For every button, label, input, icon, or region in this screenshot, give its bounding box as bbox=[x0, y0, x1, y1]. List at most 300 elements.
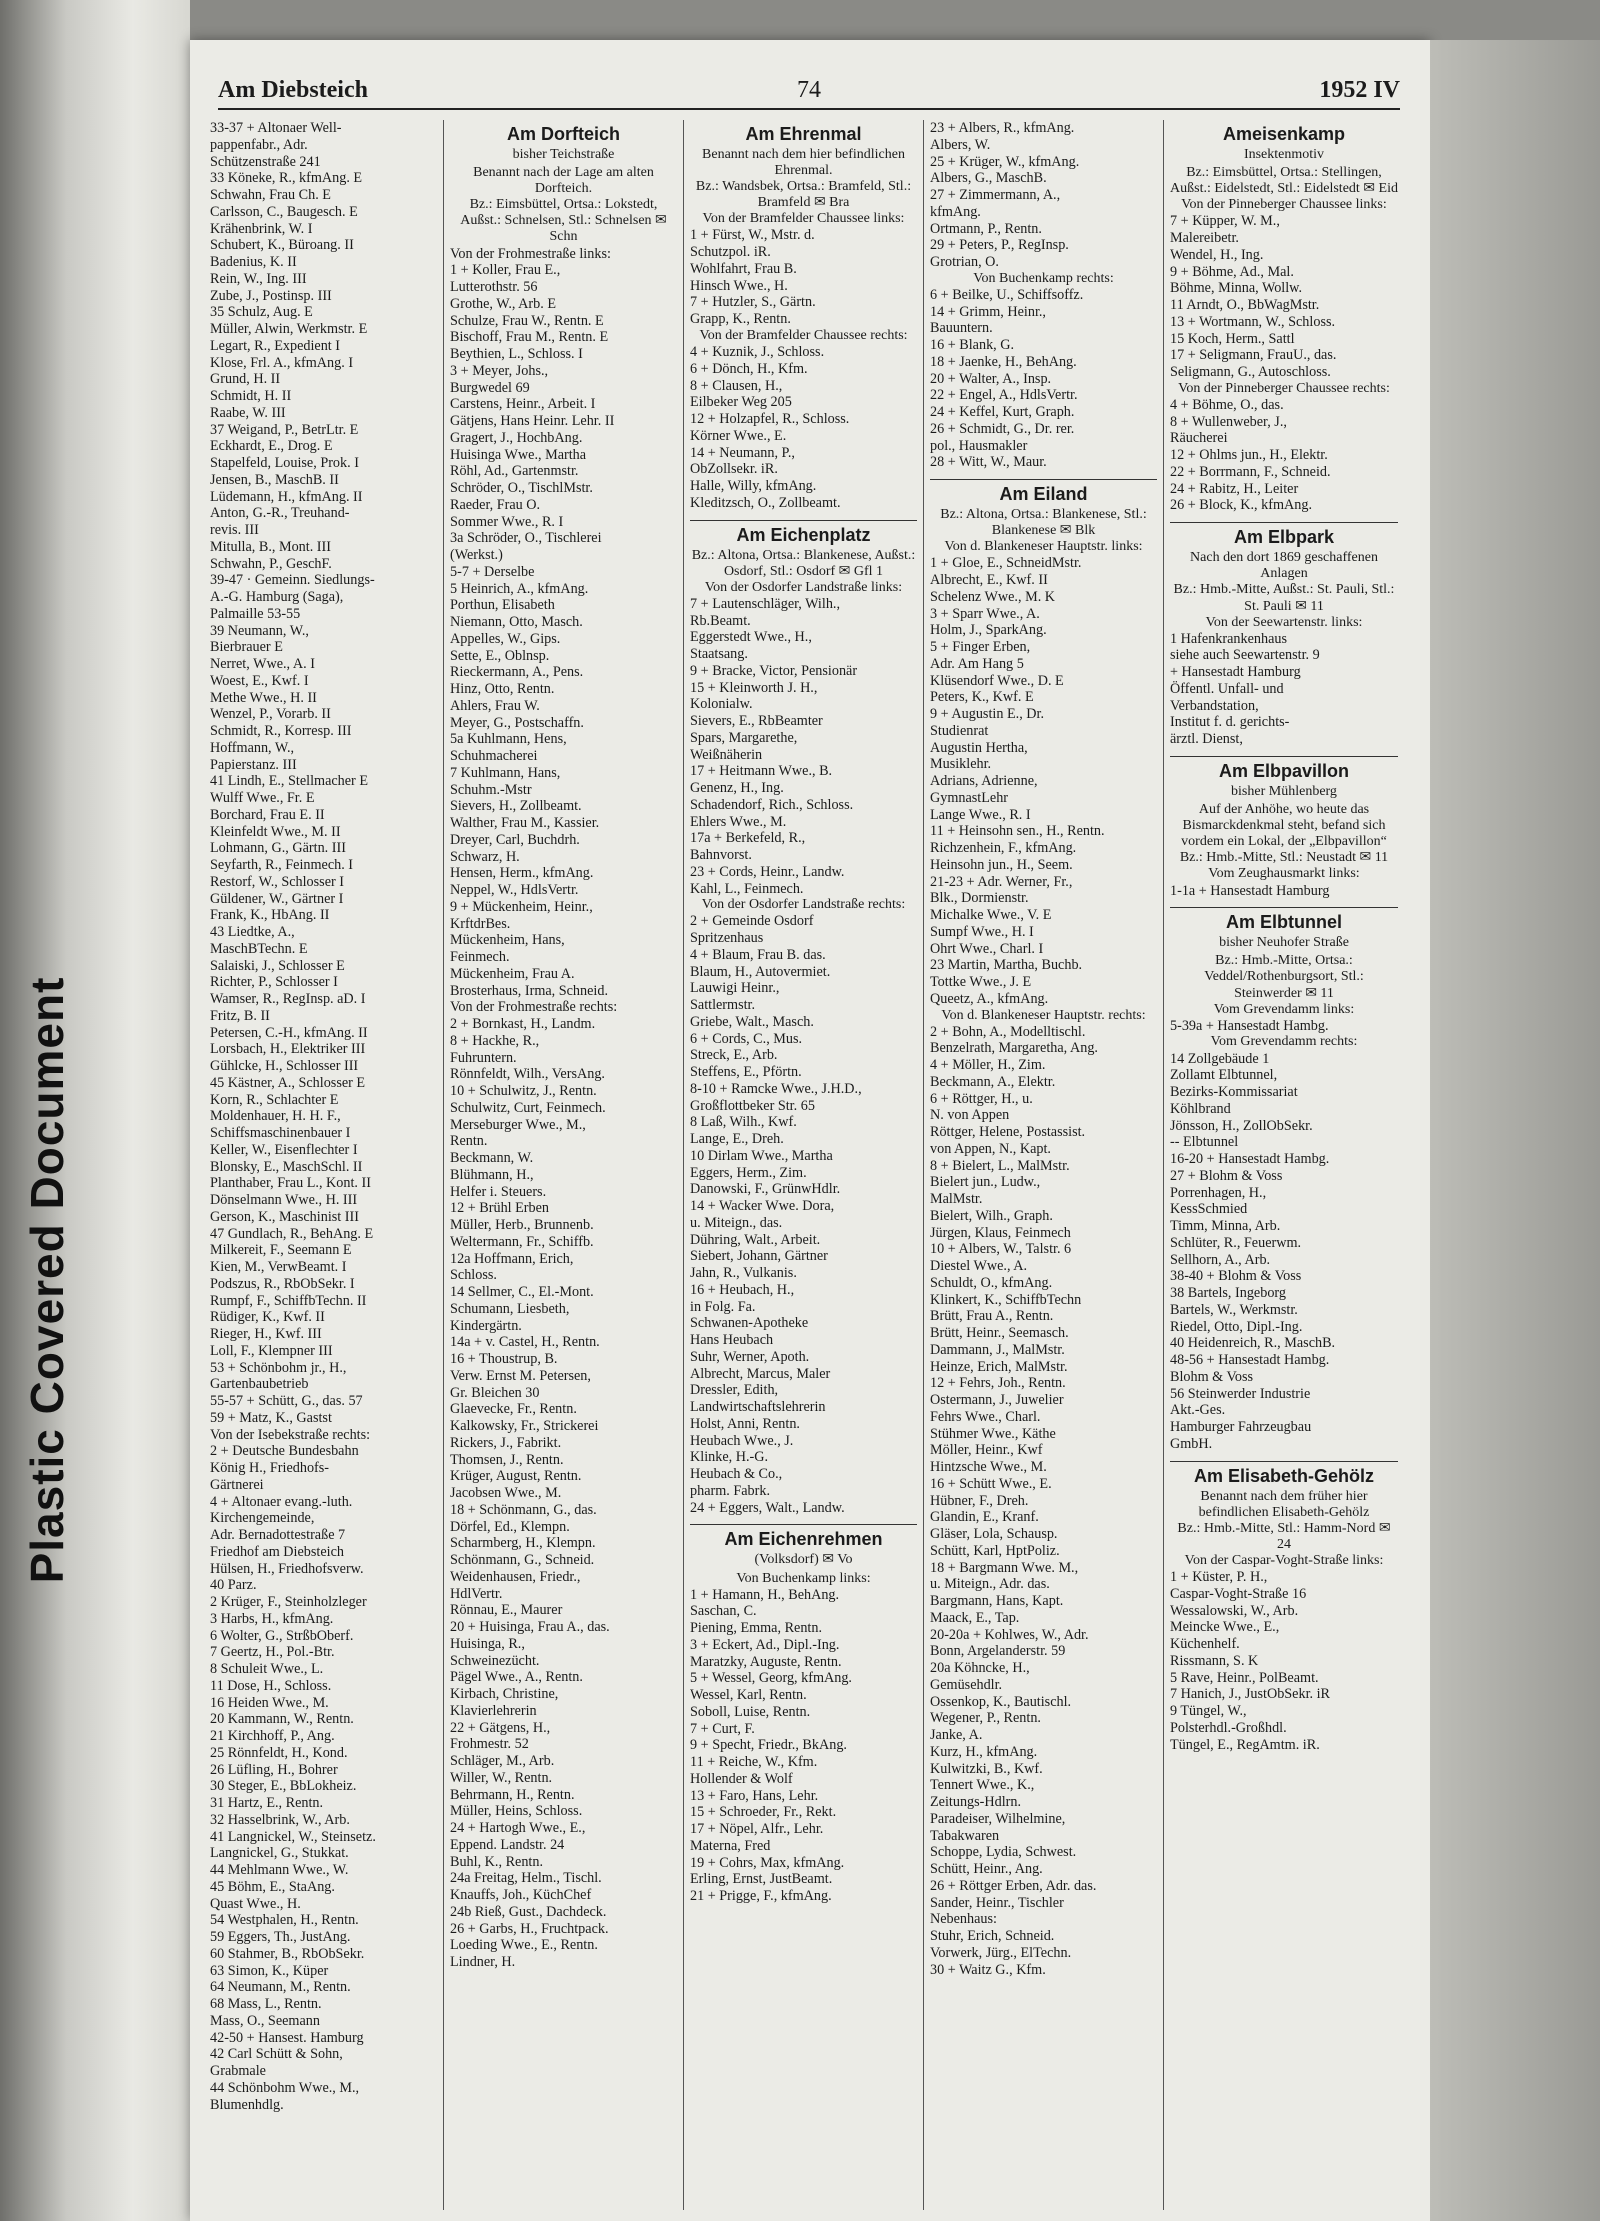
directory-entry: 5 + Wessel, Georg, kfmAng. bbox=[690, 1670, 852, 1687]
directory-entry: Tabakwaren bbox=[930, 1827, 1000, 1844]
directory-entry: Paradeiser, Wilhelmine, bbox=[930, 1810, 1066, 1827]
directory-entry: Stapelfeld, Louise, Prok. I bbox=[210, 455, 359, 471]
directory-entry: Stühmer Wwe., Käthe bbox=[930, 1425, 1056, 1442]
directory-entry: Albers, G., MaschB. bbox=[930, 170, 1047, 187]
directory-entry: 11 Arndt, O., BbWagMstr. bbox=[1170, 297, 1320, 314]
directory-entry: Lauwigi Heinr., bbox=[690, 980, 780, 997]
directory-entry: Loll, F., Klempner III bbox=[210, 1342, 333, 1359]
directory-entry: 40 Parz. bbox=[210, 1577, 257, 1594]
directory-entry: 17a + Berkefeld, R., bbox=[690, 830, 806, 847]
directory-entry: 6 Wolter, G., StrßbOberf. bbox=[210, 1627, 354, 1644]
directory-entry: Rickers, J., Fabrikt. bbox=[450, 1434, 562, 1451]
directory-entry: Neppel, W., HdlsVertr. bbox=[450, 882, 579, 899]
directory-entry: 40 Heidenreich, R., MaschB. bbox=[1170, 1335, 1336, 1352]
directory-entry: 53 + Schönbohm jr., H., bbox=[210, 1359, 347, 1376]
directory-entry: 14 + Wacker Wwe. Dora, bbox=[690, 1198, 835, 1215]
directory-entry: 42-50 + Hansest. Hamburg bbox=[210, 2029, 364, 2046]
directory-entry: Ohrt Wwe., Charl. I bbox=[930, 940, 1044, 957]
directory-entry: 63 Simon, K., Küper bbox=[210, 1962, 329, 1979]
directory-entry: 23 + Albers, R., kfmAng. bbox=[930, 120, 1075, 136]
directory-entry: Mitulla, B., Mont. III bbox=[210, 538, 331, 555]
directory-entry: 7 Kuhlmann, Hans, bbox=[450, 764, 561, 781]
directory-entry: Soboll, Luise, Rentn. bbox=[690, 1703, 811, 1720]
directory-entry: Dörfel, Ed., Klempn. bbox=[450, 1518, 570, 1535]
directory-entry: Hintzsche Wwe., M. bbox=[930, 1459, 1047, 1476]
directory-entry: 39 Neumann, W., bbox=[210, 622, 309, 639]
street-heading: Am Elbpavillon bbox=[1170, 756, 1398, 782]
directory-entry: Kirchengemeinde, bbox=[210, 1510, 315, 1527]
directory-entry: Danowski, F., GrünwHdlr. bbox=[690, 1181, 841, 1198]
directory-entry: Beckmann, A., Elektr. bbox=[930, 1073, 1056, 1090]
directory-entry: Salaiski, J., Schlosser E bbox=[210, 957, 345, 974]
directory-entry: Glaevecke, Fr., Rentn. bbox=[450, 1401, 577, 1418]
directory-entry: Schulze, Frau W., Rentn. E bbox=[450, 312, 604, 329]
directory-entry: Maack, E., Tap. bbox=[930, 1609, 1020, 1626]
directory-entry: Ehlers Wwe., M. bbox=[690, 813, 787, 830]
directory-entry: 13 + Wortmann, W., Schloss. bbox=[1170, 313, 1336, 330]
directory-entry: 38 Bartels, Ingeborg bbox=[1170, 1285, 1286, 1302]
directory-entry: 7 Geertz, H., Pol.-Btr. bbox=[210, 1644, 335, 1661]
directory-entry: Lange Wwe., R. I bbox=[930, 806, 1031, 823]
directory-entry: GymnastLehr bbox=[930, 789, 1009, 806]
directory-entry: 2 + Deutsche Bundesbahn bbox=[210, 1443, 359, 1460]
directory-entry: König H., Friedhofs- bbox=[210, 1460, 330, 1476]
directory-entry: pappenfabr., Adr. bbox=[210, 136, 308, 153]
directory-entry: 16 Heiden Wwe., M. bbox=[210, 1694, 329, 1711]
directory-entry: Wamser, R., RegInsp. aD. I bbox=[210, 991, 366, 1007]
directory-entry: kfmAng. bbox=[930, 203, 981, 220]
directory-entry: Wessalowski, W., Arb. bbox=[1170, 1602, 1299, 1619]
directory-entry: 9 + Mückenheim, Heinr., bbox=[450, 898, 593, 915]
directory-entry: 16 + Thoustrup, B. bbox=[450, 1351, 558, 1368]
street-note: Benannt nach dem früher hier befindlichen Elisabeth-Gehölz bbox=[1198, 1488, 1370, 1520]
directory-entry: 8 + Hackhe, R., bbox=[450, 1032, 540, 1049]
directory-entry: 45 Kästner, A., Schlosser E bbox=[210, 1074, 366, 1091]
directory-entry: 64 Neumann, M., Rentn. bbox=[210, 1979, 351, 1996]
directory-entry: A.-G. Hamburg (Saga), bbox=[210, 589, 344, 605]
directory-entry: Merseburger Wwe., M., bbox=[450, 1116, 586, 1133]
directory-entry: Adr. Bernadottestraße 7 bbox=[210, 1527, 346, 1543]
street-note: Bz.: Altona, Ortsa.: Blankenese, Stl.: Blankenese ✉ Blk bbox=[940, 507, 1147, 539]
directory-entry: 26 + Garbs, H., Fruchtpack. bbox=[450, 1920, 609, 1937]
street-note: Vom Zeughausmarkt links: bbox=[1208, 866, 1360, 882]
directory-entry: Rieger, H., Kwf. III bbox=[210, 1326, 322, 1342]
directory-entry: 1 + Fürst, W., Mstr. d. bbox=[690, 227, 815, 244]
directory-entry: 32 Hasselbrink, W., Arb. bbox=[210, 1811, 350, 1828]
directory-entry: Augustin Hertha, bbox=[930, 739, 1028, 756]
directory-entry: Schadendorf, Rich., Schloss. bbox=[690, 796, 854, 813]
directory-entry: 3 Harbs, H., kfmAng. bbox=[210, 1610, 334, 1627]
directory-entry: Bezirks-Kommissariat bbox=[1170, 1084, 1298, 1101]
directory-entry: Schwahn, P., GeschF. bbox=[210, 555, 332, 572]
directory-entry: 8 + Bielert, L., MalMstr. bbox=[930, 1157, 1070, 1174]
directory-entry: + Hansestadt Hamburg bbox=[1170, 664, 1301, 681]
directory-entry: Sellhorn, A., Arb. bbox=[1170, 1251, 1271, 1268]
directory-entry: 24 + Hartogh Wwe., E., bbox=[450, 1820, 586, 1837]
directory-entry: Fuhruntern. bbox=[450, 1049, 517, 1066]
street-note: Von d. Blankeneser Hauptstr. rechts: bbox=[941, 1007, 1146, 1023]
directory-entry: 9 + Augustin E., Dr. bbox=[930, 706, 1045, 723]
directory-entry: ärztl. Dienst, bbox=[1170, 731, 1243, 748]
directory-entry: Schumann, Liesbeth, bbox=[450, 1300, 570, 1317]
directory-entry: Wegener, P., Rentn. bbox=[930, 1710, 1041, 1727]
directory-entry: Piening, Emma, Rentn. bbox=[690, 1620, 823, 1637]
directory-entry: Wulff Wwe., Fr. E bbox=[210, 790, 315, 806]
running-header bbox=[218, 72, 1400, 110]
directory-entry: 12 + Ohlms jun., H., Elektr. bbox=[1170, 447, 1328, 464]
directory-entry: 18 + Schönmann, G., das. bbox=[450, 1501, 597, 1518]
directory-entry: Malereibetr. bbox=[1170, 230, 1239, 247]
street-note: Benannt nach der Lage am alten Dorfteich. bbox=[473, 165, 654, 197]
directory-entry: Ahlers, Frau W. bbox=[450, 697, 540, 714]
directory-entry: 14a + v. Castel, H., Rentn. bbox=[450, 1334, 600, 1351]
street-note: Bz.: Wandsbek, Ortsa.: Bramfeld, Stl.: Bramfeld ✉ Bra bbox=[695, 179, 912, 211]
directory-entry: Helfer i. Steuers. bbox=[450, 1183, 547, 1200]
directory-entry: ObZollsekr. iR. bbox=[690, 461, 778, 478]
directory-entry: 21 + Prigge, F., kfmAng. bbox=[690, 1888, 832, 1905]
directory-entry: Großflottbeker Str. 65 bbox=[690, 1097, 815, 1114]
directory-entry: Genenz, H., Ing. bbox=[690, 780, 784, 797]
directory-entry: Albrecht, E., Kwf. II bbox=[930, 572, 1048, 589]
street-subtitle: Insektenmotiv bbox=[1243, 147, 1325, 162]
directory-entry: Friedhof am Diebsteich bbox=[210, 1543, 344, 1560]
directory-entry: Diestel Wwe., A. bbox=[930, 1258, 1028, 1275]
directory-entry: Lohmann, G., Gärtn. III bbox=[210, 840, 346, 857]
directory-entry: Weltermann, Fr., Schiffb. bbox=[450, 1233, 594, 1250]
directory-entry: in Folg. Fa. bbox=[690, 1298, 756, 1315]
directory-entry: Brütt, Frau A., Rentn. bbox=[930, 1308, 1054, 1325]
directory-entry: 15 + Schroeder, Fr., Rekt. bbox=[690, 1804, 837, 1821]
directory-entry: 5 + Finger Erben, bbox=[930, 639, 1031, 656]
directory-entry: Richzenhein, F., kfmAng. bbox=[930, 840, 1077, 857]
directory-entry: Frank, K., HbAng. II bbox=[210, 907, 330, 924]
directory-entry: Lindner, H. bbox=[450, 1954, 516, 1971]
directory-entry: pharm. Fabrk. bbox=[690, 1482, 770, 1499]
directory-entry: 60 Stahmer, B., RbObSekr. bbox=[210, 1945, 365, 1962]
directory-entry: 1 + Küster, P. H., bbox=[1170, 1569, 1268, 1586]
directory-entry: Knauffs, Joh., KüchChef bbox=[450, 1887, 592, 1904]
directory-entry: Holst, Anni, Rentn. bbox=[690, 1415, 800, 1432]
directory-entry: 59 Eggers, Th., JustAng. bbox=[210, 1929, 351, 1945]
directory-entry: 6 + Röttger, H., u. bbox=[930, 1090, 1033, 1107]
directory-column bbox=[444, 120, 684, 2210]
directory-entry: Nerret, Wwe., A. I bbox=[210, 656, 315, 672]
directory-entry: Kulwitzki, B., Kwf. bbox=[930, 1760, 1043, 1777]
directory-entry: Suhr, Werner, Apoth. bbox=[690, 1348, 810, 1365]
directory-entry: Holm, J., SparkAng. bbox=[930, 622, 1047, 639]
directory-entry: Blumenhdlg. bbox=[210, 2096, 284, 2113]
directory-entry: Lüdemann, H., kfmAng. II bbox=[210, 488, 363, 505]
directory-entry: Mückenheim, Frau A. bbox=[450, 965, 575, 982]
directory-entry: Badenius, K. II bbox=[210, 254, 297, 270]
directory-entry: Röhl, Ad., Gartenmstr. bbox=[450, 463, 579, 480]
directory-entry: Staatsang. bbox=[690, 646, 748, 663]
street-subtitle: (Volksdorf) ✉ Vo bbox=[754, 1552, 853, 1568]
directory-entry: pol., Hausmakler bbox=[930, 437, 1028, 454]
directory-entry: 14 Zollgebäude 1 bbox=[1170, 1050, 1270, 1067]
directory-entry: Maratzky, Auguste, Rentn. bbox=[690, 1653, 842, 1670]
directory-entry: Fritz, B. II bbox=[210, 1007, 270, 1024]
directory-entry: Benzelrath, Margaretha, Ang. bbox=[930, 1040, 1098, 1057]
directory-entry: Klinkert, K., SchiffbTechn bbox=[930, 1291, 1082, 1308]
directory-entry: 33-37 + Altonaer Well- bbox=[210, 120, 342, 136]
directory-entry: (Werkst.) bbox=[450, 547, 503, 564]
directory-entry: Blonsky, E., MaschSchl. II bbox=[210, 1158, 363, 1175]
directory-entry: Hollender & Wolf bbox=[690, 1770, 793, 1787]
directory-entry: Lorsbach, H., Elektriker III bbox=[210, 1041, 366, 1058]
directory-entry: 2 + Gemeinde Osdorf bbox=[690, 913, 814, 930]
directory-entry: 26 + Schmidt, G., Dr. rer. bbox=[930, 420, 1075, 437]
street-note: Bz.: Hmb.-Mitte, Ortsa.: Veddel/Rothenburgsort, Stl.: Steinwerder ✉ 11 bbox=[1204, 953, 1364, 1001]
directory-entry: Timm, Minna, Arb. bbox=[1170, 1218, 1281, 1235]
directory-entry: Grotrian, O. bbox=[930, 254, 999, 270]
directory-entry: 5 Heinrich, A., kfmAng. bbox=[450, 580, 589, 597]
directory-entry: 5a Kuhlmann, Hens, bbox=[450, 731, 567, 748]
directory-entry: Müller, Herb., Brunnenb. bbox=[450, 1217, 594, 1234]
directory-entry: Riedel, Otto, Dipl.-Ing. bbox=[1170, 1318, 1303, 1335]
directory-entry: Eckhardt, E., Drog. E bbox=[210, 438, 333, 455]
directory-entry: Eppend. Landstr. 24 bbox=[450, 1836, 565, 1853]
directory-entry: 23 + Cords, Heinr., Landw. bbox=[690, 863, 845, 880]
directory-entry: Borchard, Frau E. II bbox=[210, 806, 325, 823]
directory-entry: 15 + Kleinworth J. H., bbox=[690, 679, 818, 696]
directory-entry: Schützenstraße 241 bbox=[210, 153, 321, 170]
directory-entry: Hans Heubach bbox=[690, 1332, 774, 1349]
directory-entry: Gläser, Lola, Schausp. bbox=[930, 1526, 1058, 1543]
directory-entry: Hübner, F., Dreh. bbox=[930, 1492, 1029, 1509]
directory-entry: 21 Kirchhoff, P., Ang. bbox=[210, 1728, 335, 1744]
directory-entry: Dühring, Walt., Arbeit. bbox=[690, 1231, 821, 1248]
directory-entry: 2 + Bornkast, H., Landm. bbox=[450, 1016, 596, 1033]
directory-entry: Bielert, Wilh., Graph. bbox=[930, 1207, 1053, 1224]
directory-entry: Tottke Wwe., J. E bbox=[930, 974, 1032, 991]
directory-entry: Köhlbrand bbox=[1170, 1100, 1231, 1117]
street-note: Von der Seewartenstr. links: bbox=[1205, 614, 1363, 630]
directory-entry: Körner Wwe., E. bbox=[690, 427, 787, 444]
directory-entry: 21-23 + Adr. Werner, Fr., bbox=[930, 873, 1073, 890]
directory-entry: 10 + Schulwitz, J., Rentn. bbox=[450, 1083, 597, 1100]
directory-entry: Sumpf Wwe., H. I bbox=[930, 923, 1034, 940]
directory-entry: 12 + Fehrs, Joh., Rentn. bbox=[930, 1375, 1066, 1392]
directory-entry: 17 + Heitmann Wwe., B. bbox=[690, 763, 833, 780]
directory-entry: Bargmann, Hans, Kapt. bbox=[930, 1593, 1064, 1610]
directory-entry: 3 + Eckert, Ad., Dipl.-Ing. bbox=[690, 1636, 840, 1653]
directory-entry: Janke, A. bbox=[930, 1727, 983, 1744]
directory-entry: Scharmberg, H., Klempn. bbox=[450, 1535, 596, 1552]
directory-entry: 22 + Borrmann, F., Schneid. bbox=[1170, 463, 1331, 480]
directory-entry: Landwirtschaftslehrerin bbox=[690, 1399, 826, 1416]
directory-entry: Güldener, W., Gärtner I bbox=[210, 890, 344, 907]
directory-entry: Schoppe, Lydia, Schwest. bbox=[930, 1844, 1077, 1861]
directory-entry: 8 Laß, Wilh., Kwf. bbox=[690, 1114, 797, 1131]
directory-entry: Ortmann, P., Rentn. bbox=[930, 220, 1042, 237]
directory-entry: 9 + Specht, Friedr., BkAng. bbox=[690, 1737, 847, 1754]
directory-entry: Mass, O., Seemann bbox=[210, 2012, 320, 2029]
directory-entry: 16 + Heubach, H., bbox=[690, 1281, 795, 1298]
directory-entry: 39-47 · Gemeinn. Siedlungs- bbox=[210, 572, 375, 589]
directory-entry: Schuldt, O., kfmAng. bbox=[930, 1274, 1053, 1291]
directory-entry: Petersen, C.-H., kfmAng. II bbox=[210, 1024, 368, 1041]
directory-entry: 38-40 + Blohm & Voss bbox=[1170, 1268, 1302, 1285]
street-heading: Ameisenkamp bbox=[1222, 124, 1346, 144]
directory-entry: Seyfarth, R., Feinmech. I bbox=[210, 857, 354, 873]
directory-entry: Sievers, E., RbBeamter bbox=[690, 713, 823, 730]
street-note: Bz.: Altona, Ortsa.: Blankenese, Außst.: Osdorf, Stl.: Osdorf ✉ Gfl 1 bbox=[691, 547, 916, 579]
directory-entry: MaschBTechn. E bbox=[210, 940, 308, 957]
directory-entry: 4 + Blaum, Frau B. das. bbox=[690, 946, 826, 963]
street-note: Bz.: Hmb.-Mitte, Stl.: Hamm-Nord ✉ 24 bbox=[1177, 1520, 1391, 1552]
directory-entry: 59 + Matz, K., Gastst bbox=[210, 1409, 332, 1426]
directory-entry: Peters, K., Kwf. E bbox=[930, 689, 1034, 706]
directory-entry: Carlsson, C., Baugesch. E bbox=[210, 203, 358, 220]
directory-entry: Saschan, C. bbox=[690, 1603, 757, 1620]
directory-entry: 26 + Röttger Erben, Adr. das. bbox=[930, 1877, 1097, 1894]
directory-entry: Adr. Am Hang 5 bbox=[930, 655, 1024, 672]
directory-entry: Jürgen, Klaus, Feinmech bbox=[930, 1224, 1071, 1241]
directory-entry: Glandin, E., Kranf. bbox=[930, 1509, 1039, 1526]
directory-entry: 4 + Kuznik, J., Schloss. bbox=[690, 344, 825, 361]
directory-entry: 23 Martin, Martha, Buchb. bbox=[930, 957, 1083, 974]
directory-entry: Grund, H. II bbox=[210, 371, 281, 388]
directory-entry: Steffens, E., Pförtn. bbox=[690, 1064, 802, 1081]
directory-entry: Mückenheim, Hans, bbox=[450, 932, 565, 949]
next-page-edge bbox=[1430, 40, 1600, 2221]
directory-entry: Richter, P., Schlosser I bbox=[210, 974, 338, 991]
directory-entry: Raabe, W. III bbox=[210, 404, 286, 421]
directory-entry: Legart, R., Expedient I bbox=[210, 337, 341, 354]
directory-entry: Eggers, Herm., Zim. bbox=[690, 1164, 807, 1181]
directory-entry: 45 Böhm, E., StaAng. bbox=[210, 1878, 335, 1895]
directory-columns bbox=[204, 120, 1404, 2210]
directory-entry: 1 Hafenkrankenhaus bbox=[1170, 630, 1287, 647]
directory-entry: Vorwerk, Jürg., ElTechn. bbox=[930, 1944, 1072, 1961]
directory-entry: Schuhm.-Mstr bbox=[450, 781, 532, 798]
directory-entry: 26 Lüfling, H., Bohrer bbox=[210, 1761, 338, 1778]
directory-entry: Öffentl. Unfall- und bbox=[1170, 680, 1284, 697]
directory-entry: revis. III bbox=[210, 522, 259, 538]
directory-column bbox=[924, 120, 1164, 2210]
directory-entry: Rein, W., Ing. III bbox=[210, 270, 307, 287]
directory-entry: Bartels, W., Werkmstr. bbox=[1170, 1301, 1298, 1318]
directory-column bbox=[1164, 120, 1404, 2210]
directory-entry: Heinze, Erich, MalMstr. bbox=[930, 1358, 1068, 1375]
directory-entry: 20 + Huisinga, Frau A., das. bbox=[450, 1619, 610, 1636]
directory-entry: Krüger, August, Rentn. bbox=[450, 1468, 582, 1485]
directory-entry: Michalke Wwe., V. E bbox=[930, 907, 1052, 924]
directory-entry: Quast Wwe., H. bbox=[210, 1895, 301, 1912]
directory-entry: 24 + Rabitz, H., Leiter bbox=[1170, 480, 1299, 497]
directory-entry: 14 + Grimm, Heinr., bbox=[930, 303, 1046, 320]
directory-entry: Materna, Fred bbox=[690, 1837, 771, 1854]
directory-entry: Behrmann, H., Rentn. bbox=[450, 1786, 575, 1803]
directory-entry: Lutterothstr. 56 bbox=[450, 279, 538, 296]
directory-entry: Akt.-Ges. bbox=[1170, 1402, 1226, 1419]
directory-entry: 56 Steinwerder Industrie bbox=[1170, 1385, 1311, 1402]
directory-entry: Von der Frohmestraße links: bbox=[450, 245, 611, 262]
street-heading: Am Ehrenmal bbox=[745, 124, 862, 144]
directory-entry: Grapp, K., Rentn. bbox=[690, 311, 791, 328]
directory-entry: 47 Gundlach, R., BehAng. E bbox=[210, 1225, 374, 1242]
directory-entry: Weidenhausen, Friedr., bbox=[450, 1568, 581, 1585]
directory-entry: Schweinezücht. bbox=[450, 1652, 540, 1669]
directory-entry: Jensen, B., MaschB. II bbox=[210, 471, 339, 488]
directory-entry: 3 + Sparr Wwe., A. bbox=[930, 605, 1040, 622]
directory-entry: 24a Freitag, Helm., Tischl. bbox=[450, 1870, 602, 1887]
directory-entry: Nebenhaus: bbox=[930, 1911, 997, 1928]
directory-entry: Klavierlehrerin bbox=[450, 1702, 537, 1719]
directory-entry: Dreyer, Carl, Buchdrh. bbox=[450, 831, 580, 848]
directory-entry: Albrecht, Marcus, Maler bbox=[690, 1365, 831, 1382]
directory-entry: Appelles, W., Gips. bbox=[450, 630, 561, 647]
directory-entry: 31 Hartz, E., Rentn. bbox=[210, 1795, 324, 1811]
directory-entry: 9 + Böhme, Ad., Mal. bbox=[1170, 263, 1294, 280]
directory-entry: Schwahn, Frau Ch. E bbox=[210, 187, 331, 203]
directory-entry: Porrenhagen, H., bbox=[1170, 1184, 1267, 1201]
directory-entry: Gärtnerei bbox=[210, 1476, 264, 1493]
directory-entry: 13 + Faro, Hans, Lehr. bbox=[690, 1787, 819, 1804]
directory-entry: 54 Westphalen, H., Rentn. bbox=[210, 1912, 359, 1929]
directory-entry: Schütt, Karl, HptPoliz. bbox=[930, 1542, 1060, 1559]
directory-entry: Röttger, Helene, Postassist. bbox=[930, 1124, 1086, 1141]
directory-entry: Hinsch Wwe., H. bbox=[690, 277, 788, 294]
directory-entry: Erling, Ernst, JustBeamt. bbox=[690, 1871, 833, 1888]
directory-entry: Pägel Wwe., A., Rentn. bbox=[450, 1669, 583, 1686]
street-heading: Am Eiland bbox=[930, 479, 1157, 505]
directory-entry: Jacobsen Wwe., M. bbox=[450, 1485, 562, 1502]
directory-entry: Wenzel, P., Vorarb. II bbox=[210, 706, 331, 723]
street-note: Nach den dort 1869 geschaffenen Anlagen bbox=[1190, 550, 1378, 582]
directory-entry: 16 + Schütt Wwe., E. bbox=[930, 1475, 1052, 1492]
directory-entry: 41 Lindh, E., Stellmacher E bbox=[210, 773, 368, 790]
directory-entry: 27 + Zimmermann, A., bbox=[930, 187, 1061, 203]
directory-entry: Rieckermann, A., Pens. bbox=[450, 664, 584, 681]
directory-entry: Polsterhdl.-Großhdl. bbox=[1170, 1719, 1287, 1736]
directory-entry: Heinsohn jun., H., Seem. bbox=[930, 856, 1073, 873]
directory-entry: Meyer, G., Postschaffn. bbox=[450, 714, 584, 731]
directory-entry: Grabmale bbox=[210, 2063, 266, 2079]
directory-entry: 30 + Waitz G., Kfm. bbox=[930, 1961, 1046, 1978]
street-note: Von der Osdorfer Landstraße links: bbox=[704, 579, 903, 595]
directory-entry: Schröder, O., TischlMstr. bbox=[450, 480, 593, 497]
directory-entry: Podszus, R., RbObSekr. I bbox=[210, 1275, 355, 1292]
directory-entry: Musiklehr. bbox=[930, 756, 992, 773]
directory-entry: Griebe, Walt., Masch. bbox=[690, 1013, 814, 1030]
directory-entry: Streck, E., Arb. bbox=[690, 1047, 778, 1064]
directory-entry: 2 Krüger, F., Steinholzleger bbox=[210, 1594, 367, 1610]
directory-entry: Institut f. d. gerichts- bbox=[1170, 714, 1290, 731]
directory-entry: KrftdrBes. bbox=[450, 915, 511, 932]
directory-entry: Kolonialw. bbox=[690, 696, 753, 713]
directory-entry: 20a Köhncke, H., bbox=[930, 1660, 1030, 1677]
street-note: Vom Grevendamm links: bbox=[1213, 1001, 1355, 1017]
directory-entry: 44 Mehlmann Wwe., W. bbox=[210, 1862, 349, 1878]
directory-entry: Schwanen-Apotheke bbox=[690, 1315, 809, 1332]
directory-entry: 20 Kammann, W., Rentn. bbox=[210, 1711, 354, 1728]
directory-entry: Rentn. bbox=[450, 1133, 488, 1150]
directory-entry: Blk., Dormienstr. bbox=[930, 890, 1029, 907]
directory-entry: Woest, E., Kwf. I bbox=[210, 672, 309, 689]
directory-entry: Spars, Margarethe, bbox=[690, 729, 798, 746]
directory-entry: Siebert, Johann, Gärtner bbox=[690, 1248, 828, 1265]
street-note: Von der Caspar-Voght-Straße links: bbox=[1184, 1552, 1384, 1568]
directory-entry: Meincke Wwe., E., bbox=[1170, 1619, 1280, 1636]
directory-entry: 1-1a + Hansestadt Hamburg bbox=[1170, 882, 1330, 899]
directory-entry: Klose, Frl. A., kfmAng. I bbox=[210, 354, 354, 371]
directory-entry: 5-7 + Derselbe bbox=[450, 563, 535, 580]
directory-entry: 1 + Koller, Frau E., bbox=[450, 262, 561, 279]
directory-entry: Schlüter, R., Feuerwm. bbox=[1170, 1234, 1302, 1251]
directory-entry: Ostermann, J., Juwelier bbox=[930, 1392, 1064, 1409]
